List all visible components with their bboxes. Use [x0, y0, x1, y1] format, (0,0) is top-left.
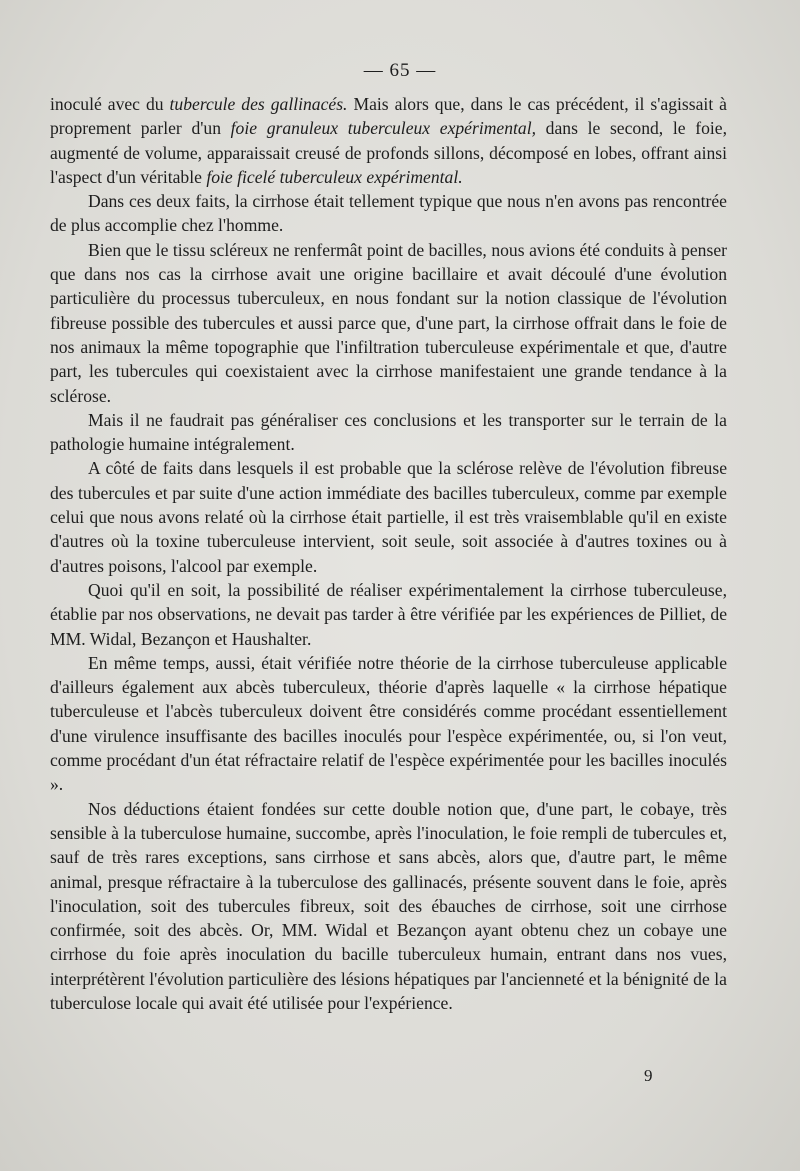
page-number: — 65 —	[363, 60, 437, 81]
italic-run: foie ficelé tuberculeux expérimental.	[206, 166, 463, 187]
paragraph-3: Bien que le tissu scléreux ne renfermât point de bacilles, nous avions été conduits à penser que dans nos cas la cirrhose avait une origine bacillaire et avait découlé d'une évolution particulière du processus tuberculeux, en nous fondant sur la notion classique de l'évolution fibreuse possible des tubercules et aussi parce que, d'une part, la cirrhose offrait dans le foie de nos animaux la même topographie que l'infiltration tuberculeuse expérimentale et que, d'autre part, les tubercules qui coexistaient avec la cirrhose manifestaient une grande tendance à la sclérose.	[50, 239, 727, 406]
signature-mark: 9	[644, 1066, 653, 1085]
paragraph-6: Quoi qu'il en soit, la possibilité de réaliser expérimentalement la cirrhose tuberculeuse, établie par nos observations, ne devait pas tarder à être vérifiée par les expériences de Pilliet, de MM. Widal, Bezançon et Haushalter.	[50, 579, 727, 649]
body-text	[50, 92, 727, 1015]
italic-run: foie granuleux tuberculeux expérimental,	[230, 118, 537, 139]
paragraph-4: Mais il ne faudrait pas généraliser ces conclusions et les transporter sur le terrain de la pathologie humaine intégralement.	[50, 409, 727, 455]
text-run: inoculé avec du	[50, 94, 170, 114]
paragraph-7: En même temps, aussi, était vérifiée notre théorie de la cirrhose tuberculeuse applicable d'ailleurs également aux abcès tuberculeux, théorie d'après laquelle « la cirrhose hépatique tuberculeuse et l'abcès tuberculeux doivent être considérés comme procédant essentiellement d'une virulence insuffisante des bacilles inoculés pour l'espèce expérimentée, ou, si l'on veut, comme procédant d'un état réfractaire relatif de l'espèce expérimentée pour les bacilles inoculés ».	[50, 652, 727, 795]
paragraph-5: A côté de faits dans lesquels il est probable que la sclérose relève de l'évolution fibreuse des tubercules et par suite d'une action immédiate des bacilles tuberculeux, comme par exemple celui que nous avons relaté où la cirrhose était partielle, il est très vraisemblable qu'il en existe d'autres où la toxine tuberculeuse intervient, soit seule, soit associée à d'autres toxines ou à d'autres poisons, l'alcool par exemple.	[50, 458, 727, 576]
paragraph-1	[50, 92, 727, 189]
paragraph-2: Dans ces deux faits, la cirrhose était tellement typique que nous n'en avons pas rencontrée de plus accomplie chez l'homme.	[50, 191, 727, 236]
text-run: dans le second, le foie, augmenté de volume, apparaissait creusé de profonds sillons, décomposé en lobes, offrant ainsi l'aspect d'un véritable	[50, 118, 727, 187]
paragraph-8: Nos déductions étaient fondées sur cette double notion que, d'une part, le cobaye, très sensible à la tuberculose humaine, succombe, après l'inoculation, le foie rempli de tubercules et, sauf de très rares exceptions, sans cirrhose et sans abcès, alors que, d'autre part, le même animal, presque réfractaire à la tuberculose des gallinacés, présente souvent dans le foie, après l'inoculation, soit des tubercules fibreux, soit des ébauches de cirrhose, soit une cirrhose confirmée, soit des abcès. Or, MM. Widal et Bezançon ayant obtenu chez un cobaye une cirrhose du foie après inoculation du bacille tuberculeux humain, entrant dans nos vues, interprétèrent l'évolution particulière des lésions hépatiques par l'ancienneté et la bénignité de la tuberculose locale qui avait été utilisée pour l'expérience.	[50, 798, 727, 1013]
text-run: Mais alors que, dans le cas précédent, il s'agissait à proprement parler d'un	[50, 94, 727, 139]
italic-run: tubercule des gallinacés.	[169, 94, 348, 114]
